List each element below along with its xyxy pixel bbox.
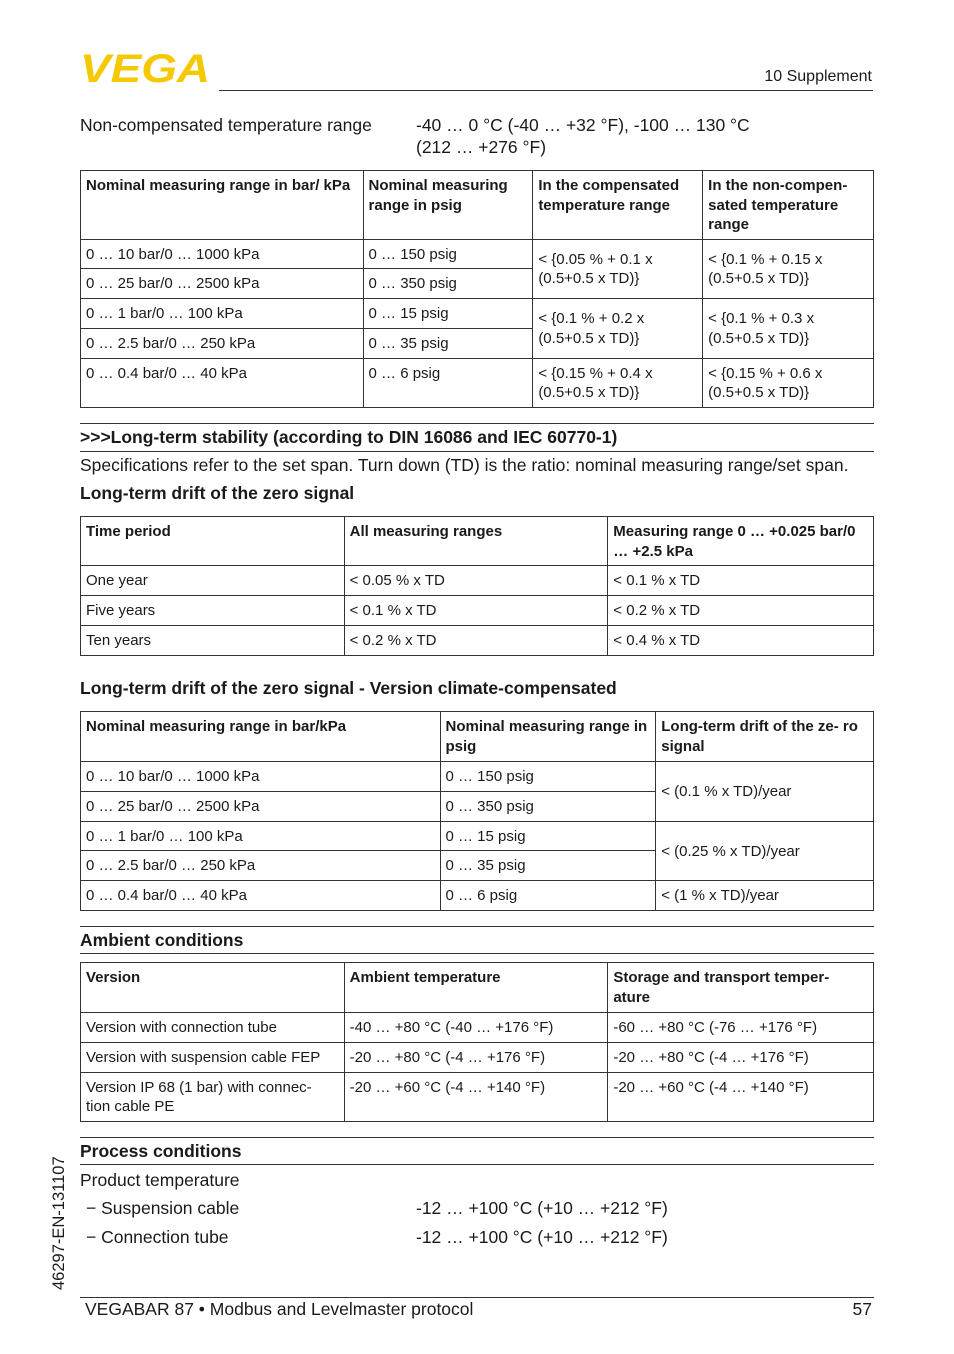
non-compensated-value-1: -40 … 0 °C (-40 … +32 °F), -100 … 130 °C: [416, 115, 750, 135]
table-cell: -20 … +60 °C (-4 … +140 °F): [608, 1072, 874, 1121]
table-header-row: [81, 963, 874, 1013]
non-compensated-label: Non-compensated temperature range: [80, 115, 372, 135]
table-cell: < (1 % x TD)/year: [656, 881, 874, 911]
table-cell: -20 … +60 °C (-4 … +140 °F): [344, 1072, 608, 1121]
table-cell: -20 … +80 °C (-4 … +176 °F): [344, 1043, 608, 1073]
climate-compensated-title: Long-term drift of the zero signal - Version climate-compensated: [80, 678, 617, 698]
table-header: In the compensated temperature range: [533, 171, 703, 240]
table-cell: Version with connection tube: [81, 1013, 345, 1043]
table-cell: < (0.25 % x TD)/year: [656, 821, 874, 881]
table-cell: 0 … 350 psig: [440, 791, 656, 821]
table-row: [81, 299, 874, 329]
table-row: [81, 1072, 874, 1121]
table-cell: < 0.2 % x TD: [344, 625, 608, 655]
table-cell: -20 … +80 °C (-4 … +176 °F): [608, 1043, 874, 1073]
table-header: Version: [81, 963, 345, 1013]
process-conditions-heading: Process conditions: [80, 1141, 242, 1161]
table-header-row: [81, 171, 874, 240]
table-header: Long-term drift of the ze- ro signal: [656, 712, 874, 762]
table-header: Nominal measuring range in bar/kPa: [81, 712, 441, 762]
suspension-cable-value: -12 … +100 °C (+10 … +212 °F): [416, 1198, 668, 1218]
table-row: [81, 1013, 874, 1043]
table-cell: 0 … 25 bar/0 … 2500 kPa: [81, 791, 441, 821]
connection-tube-label: − Connection tube: [86, 1227, 229, 1247]
table-cell: < 0.1 % x TD: [344, 596, 608, 626]
drift-title: Long-term drift of the zero signal: [80, 483, 355, 503]
table-cell: 0 … 150 psig: [363, 239, 533, 269]
table-cell: < 0.1 % x TD: [608, 566, 874, 596]
table-cell: 0 … 10 bar/0 … 1000 kPa: [81, 239, 364, 269]
table-cell: 0 … 1 bar/0 … 100 kPa: [81, 821, 441, 851]
table-cell: < 0.2 % x TD: [608, 596, 874, 626]
table-cell: < {0.15 % + 0.4 x (0.5+0.5 x TD)}: [533, 358, 703, 407]
table-row: [81, 881, 874, 911]
table-cell: -40 … +80 °C (-40 … +176 °F): [344, 1013, 608, 1043]
table-cell: 0 … 35 psig: [363, 328, 533, 358]
long-term-stability-heading: >>>Long-term stability (according to DIN 16086 and IEC 60770-1): [80, 427, 618, 447]
table-cell: 0 … 15 psig: [363, 299, 533, 329]
ambient-conditions-heading: Ambient conditions: [80, 930, 244, 950]
table-cell: 0 … 6 psig: [440, 881, 656, 911]
table-cell: < {0.15 % + 0.6 x (0.5+0.5 x TD)}: [703, 358, 874, 407]
section-rule: [80, 953, 874, 954]
table-cell: < {0.05 % + 0.1 x (0.5+0.5 x TD)}: [533, 239, 703, 299]
table-header-row: [81, 517, 874, 566]
table-cell: Version with suspension cable FEP: [81, 1043, 345, 1073]
table-cell: < 0.05 % x TD: [344, 566, 608, 596]
table-header: Nominal measuring range in bar/ kPa: [81, 171, 364, 240]
table-header: In the non-compen- sated temperature range: [703, 171, 874, 240]
drift-table: [80, 516, 874, 656]
table-header: Ambient temperature: [344, 963, 608, 1013]
table-header: Storage and transport temper- ature: [608, 963, 874, 1013]
product-temperature-label: Product temperature: [80, 1170, 240, 1190]
table-cell: One year: [81, 566, 345, 596]
table-header-row: [81, 712, 874, 762]
table-cell: < (0.1 % x TD)/year: [656, 762, 874, 822]
section-label: 10 Supplement: [764, 68, 872, 85]
ambient-table: [80, 962, 874, 1122]
section-rule: [80, 1164, 874, 1165]
table-row: [81, 762, 874, 792]
table-cell: Version IP 68 (1 bar) with connec- tion cable PE: [81, 1072, 345, 1121]
table-cell: Five years: [81, 596, 345, 626]
table-cell: 0 … 15 psig: [440, 821, 656, 851]
section-rule: [80, 926, 874, 927]
document-id: 46297-EN-131107: [50, 1156, 68, 1290]
table-row: [81, 596, 874, 626]
page-number: 57: [852, 1299, 872, 1319]
logo-text: VEGA: [80, 50, 210, 86]
table-header: Nominal measuring range in psig: [363, 171, 533, 240]
table-cell: 0 … 350 psig: [363, 269, 533, 299]
table-cell: 0 … 1 bar/0 … 100 kPa: [81, 299, 364, 329]
section-rule: [80, 451, 874, 452]
footer-product: VEGABAR 87 • Modbus and Levelmaster protocol: [85, 1299, 474, 1319]
table-cell: < {0.1 % + 0.3 x (0.5+0.5 x TD)}: [703, 299, 874, 359]
climate-drift-table: [80, 711, 874, 911]
table-row: [81, 358, 874, 407]
header-divider: [219, 90, 873, 91]
table-cell: 0 … 6 psig: [363, 358, 533, 407]
table-cell: 0 … 2.5 bar/0 … 250 kPa: [81, 328, 364, 358]
table-header: Nominal measuring range in psig: [440, 712, 656, 762]
accuracy-table: [80, 170, 874, 408]
table-cell: 0 … 2.5 bar/0 … 250 kPa: [81, 851, 441, 881]
specs-note: Specifications refer to the set span. Turn down (TD) is the ratio: nominal measuring range/set span.: [80, 455, 849, 475]
table-cell: < {0.1 % + 0.15 x (0.5+0.5 x TD)}: [703, 239, 874, 299]
table-cell: 0 … 150 psig: [440, 762, 656, 792]
table-cell: 0 … 0.4 bar/0 … 40 kPa: [81, 881, 441, 911]
vega-logo: [80, 50, 212, 86]
table-header: Measuring range 0 … +0.025 bar/0 … +2.5 kPa: [608, 517, 874, 566]
table-row: [81, 566, 874, 596]
table-row: [81, 821, 874, 851]
table-cell: < 0.4 % x TD: [608, 625, 874, 655]
non-compensated-value-2: (212 … +276 °F): [416, 137, 547, 157]
suspension-cable-label: − Suspension cable: [86, 1198, 240, 1218]
connection-tube-value: -12 … +100 °C (+10 … +212 °F): [416, 1227, 668, 1247]
table-cell: < {0.1 % + 0.2 x (0.5+0.5 x TD)}: [533, 299, 703, 359]
table-cell: 0 … 0.4 bar/0 … 40 kPa: [81, 358, 364, 407]
footer-divider: [80, 1297, 874, 1298]
table-cell: 0 … 25 bar/0 … 2500 kPa: [81, 269, 364, 299]
table-row: [81, 1043, 874, 1073]
table-cell: 0 … 35 psig: [440, 851, 656, 881]
section-rule: [80, 1137, 874, 1138]
section-rule: [80, 423, 874, 424]
table-row: [81, 625, 874, 655]
table-row: [81, 239, 874, 269]
table-cell: 0 … 10 bar/0 … 1000 kPa: [81, 762, 441, 792]
table-header: Time period: [81, 517, 345, 566]
table-cell: -60 … +80 °C (-76 … +176 °F): [608, 1013, 874, 1043]
table-header: All measuring ranges: [344, 517, 608, 566]
table-cell: Ten years: [81, 625, 345, 655]
